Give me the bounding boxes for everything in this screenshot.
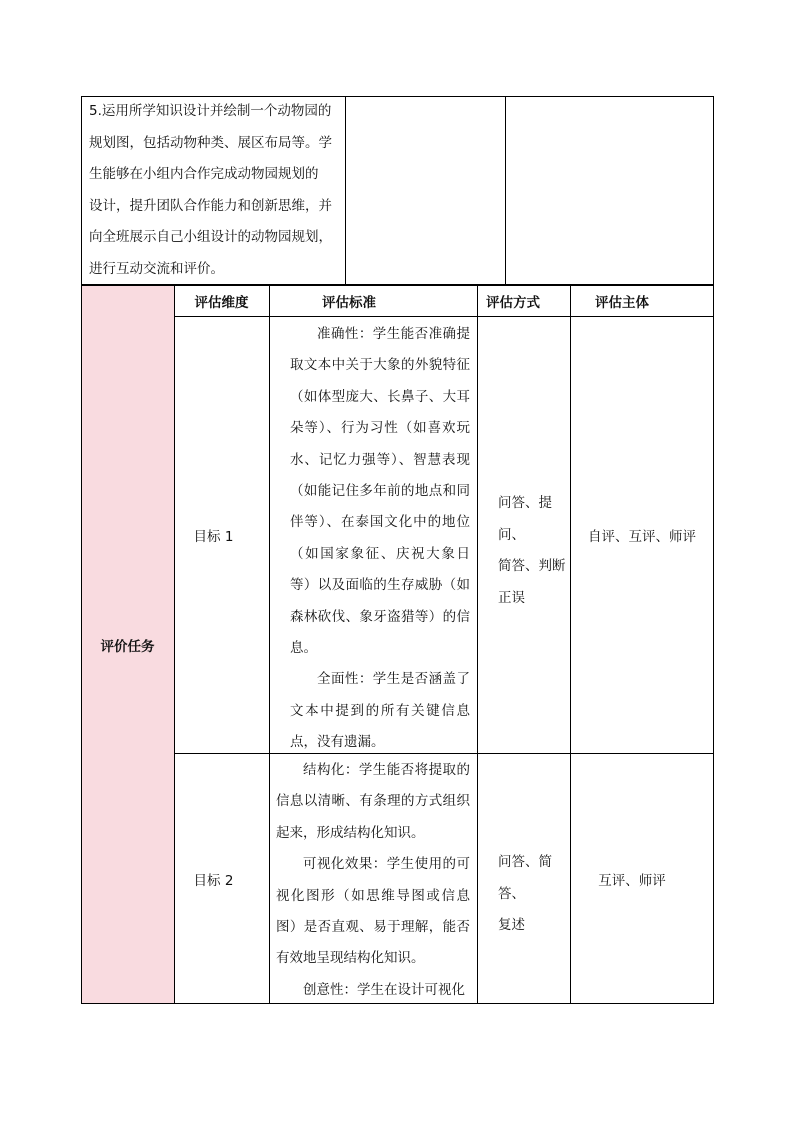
criterion-paragraph: 创意性：学生在设计可视化 (303, 981, 465, 998)
row-method (498, 847, 570, 942)
criterion-paragraph: 准确性：学生能否准确提取文本中关于大象的外貌特征（如体型庞大、长鼻子、大耳朵等）、行为习性（如喜欢玩水、记忆力强等）、智慧表现（如能记住多年前的地点和同伴等）、在泰国文化中的地位（如国家象征、庆祝大象日等）以及面临的生存威胁（如森林砍伐、象牙盗猎等）的信息。 (290, 326, 470, 657)
row-subject: 自评、互评、师评 (588, 528, 696, 545)
activity-line: 进行互动交流和评价。 (89, 260, 224, 277)
activity-line: 生能够在小组内合作完成动物园规划的 (89, 166, 319, 182)
activity-divider-1 (345, 96, 346, 285)
row-dimension: 目标 2 (193, 872, 234, 889)
row-method (498, 488, 570, 614)
criterion-paragraph: 全面性：学生是否涵盖了文本中提到的所有关键信息点，没有遗漏。 (290, 671, 470, 751)
col-divider (269, 285, 270, 1004)
header-subject: 评估主体 (595, 294, 649, 311)
method-line: 问答、提问、 (498, 495, 552, 543)
criterion-paragraph: 可视化效果：学生使用的可视化图形（如思维导图或信息图）是否直观、易于理解，能否有效地呈现结构化知识。 (276, 856, 470, 967)
col-divider (477, 285, 478, 1004)
activity-line: 规划图，包括动物种类、展区布局等。学 (89, 134, 332, 151)
activity-divider-2 (505, 96, 506, 285)
activity-line: 向全班展示自己小组设计的动物园规划， (89, 229, 332, 245)
row-criteria (276, 755, 470, 1006)
activity-line: 5.运用所学知识设计并绘制一个动物园的 (89, 103, 332, 119)
activity-line: 设计，提升团队合作能力和创新思维，并 (89, 197, 332, 214)
method-line: 复述 (498, 917, 525, 933)
method-line: 正误 (498, 589, 525, 606)
header-method: 评估方式 (486, 294, 540, 311)
method-line: 简答、判断 (498, 558, 566, 574)
row-criteria (290, 319, 470, 759)
header-dimension: 评估维度 (194, 294, 249, 311)
section-label: 评价任务 (100, 638, 155, 655)
row-dimension: 目标 1 (193, 528, 234, 545)
header-standard: 评估标准 (322, 294, 376, 311)
method-line: 问答、简答、 (498, 854, 552, 902)
activity-description (89, 96, 344, 285)
criterion-paragraph: 结构化：学生能否将提取的信息以清晰、有条理的方式组织起来，形成结构化知识。 (276, 762, 470, 841)
row-subject: 互评、师评 (598, 872, 666, 889)
